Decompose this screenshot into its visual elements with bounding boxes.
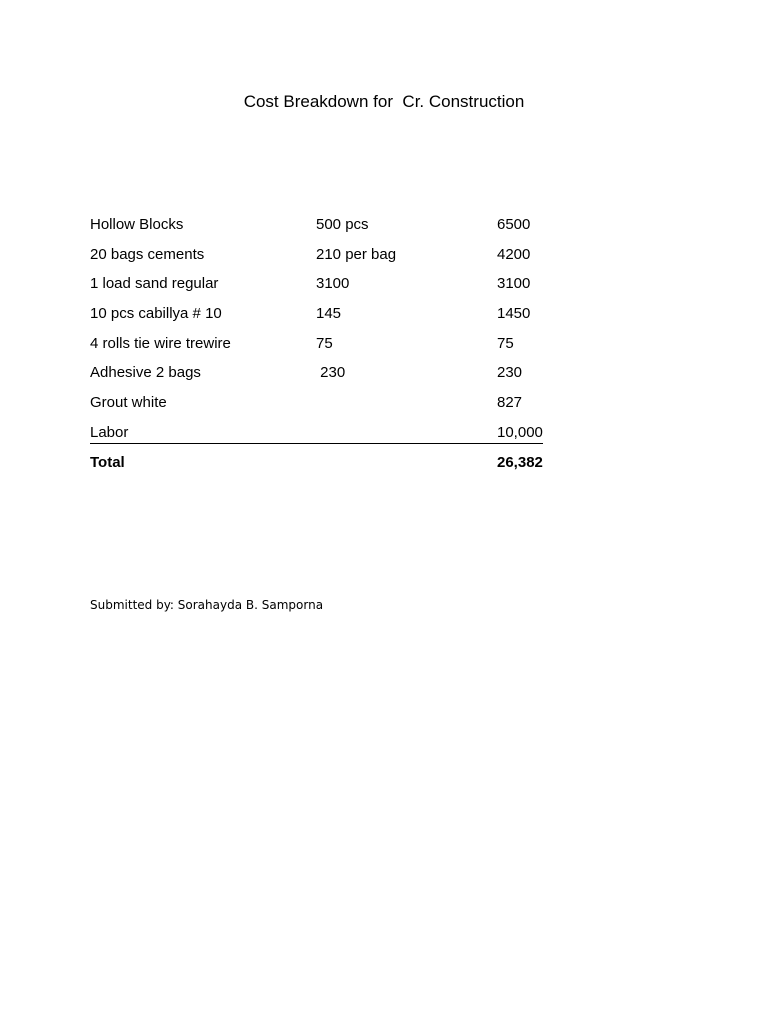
- item-name: 4 rolls tie wire trewire: [90, 334, 231, 352]
- table-row: [90, 388, 560, 418]
- item-quantity: 500 pcs: [316, 216, 369, 233]
- submitted-by: Submitted by: Sorahayda B. Samporna: [90, 598, 324, 612]
- item-name: Hollow Blocks: [90, 216, 184, 233]
- item-name: 20 bags cements: [90, 245, 205, 263]
- item-quantity: 230: [316, 364, 346, 382]
- item-amount: 6500: [497, 216, 531, 233]
- item-quantity: 3100: [316, 275, 350, 293]
- cost-table: [90, 210, 560, 477]
- item-quantity: 145: [316, 305, 342, 323]
- item-name: Labor: [90, 423, 129, 441]
- total-row: [90, 448, 560, 478]
- item-amount: 3100: [497, 275, 531, 293]
- item-name: 1 load sand regular: [90, 275, 219, 293]
- table-row: [90, 329, 560, 359]
- item-name: Grout white: [90, 394, 167, 412]
- item-amount: 1450: [497, 305, 531, 323]
- table-row: [90, 299, 560, 329]
- item-amount: 75: [497, 334, 514, 352]
- table-row: [90, 418, 560, 448]
- table-row: [90, 358, 560, 388]
- item-amount: 4200: [497, 245, 531, 263]
- item-quantity: 75: [316, 334, 333, 352]
- table-row: [90, 240, 560, 270]
- page-title: Cost Breakdown for Cr. Construction: [243, 92, 525, 111]
- item-name: 10 pcs cabillya # 10: [90, 305, 222, 323]
- item-quantity: 210 per bag: [316, 245, 397, 263]
- item-amount: 230: [497, 364, 523, 382]
- total-label: Total: [90, 453, 125, 471]
- item-amount: 827: [497, 394, 523, 412]
- total-amount: 26,382: [497, 453, 543, 471]
- item-name: Adhesive 2 bags: [90, 364, 201, 382]
- table-row: [90, 269, 560, 299]
- item-amount: 10,000: [497, 423, 543, 441]
- table-row: [90, 210, 560, 240]
